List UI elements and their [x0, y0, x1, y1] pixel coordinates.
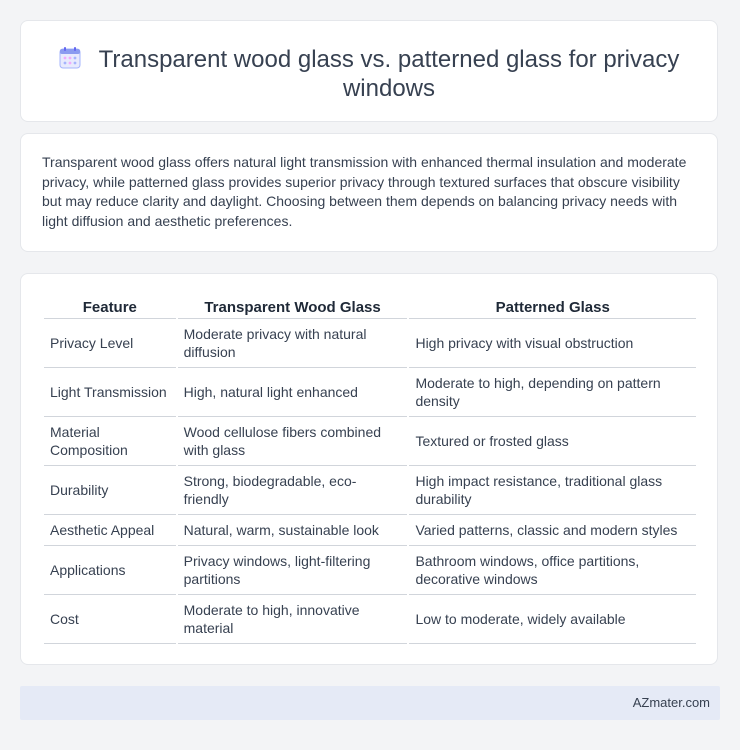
row-wood-value: Natural, warm, sustainable look: [178, 515, 408, 546]
row-patterned-value: High impact resistance, traditional glass durability: [409, 466, 696, 515]
row-feature: Material Composition: [44, 417, 176, 466]
table-row: [44, 515, 696, 546]
row-patterned-value: Varied patterns, classic and modern styles: [409, 515, 696, 546]
row-wood-value: Wood cellulose fibers combined with glass: [178, 417, 408, 466]
row-feature: Cost: [44, 595, 176, 644]
row-wood-value: Strong, biodegradable, eco-friendly: [178, 466, 408, 515]
page-title: Transparent wood glass vs. patterned glass for privacy windows: [98, 46, 680, 102]
row-feature: Light Transmission: [44, 368, 176, 417]
table-row: [44, 595, 696, 644]
table-row: [44, 319, 696, 368]
table-row: [44, 546, 696, 595]
row-patterned-value: Textured or frosted glass: [409, 417, 696, 466]
footer-bar: [20, 686, 720, 720]
table-row: [44, 417, 696, 466]
row-wood-value: Moderate privacy with natural diffusion: [178, 319, 408, 368]
row-feature: Privacy Level: [44, 319, 176, 368]
table-row: [44, 466, 696, 515]
table-header-row: [44, 296, 696, 319]
row-patterned-value: Low to moderate, widely available: [409, 595, 696, 644]
header-patterned-glass: Patterned Glass: [409, 296, 696, 319]
header-feature: Feature: [44, 296, 176, 319]
footer-brand: AZmater.com: [632, 695, 710, 710]
row-feature: Applications: [44, 546, 176, 595]
table-row: [44, 368, 696, 417]
row-patterned-value: Moderate to high, depending on pattern density: [409, 368, 696, 417]
row-wood-value: Privacy windows, light-filtering partitions: [178, 546, 408, 595]
row-wood-value: Moderate to high, innovative material: [178, 595, 408, 644]
comparison-card: [20, 273, 718, 665]
row-feature: Aesthetic Appeal: [44, 515, 176, 546]
summary-card: [20, 133, 718, 252]
header-transparent-wood-glass: Transparent Wood Glass: [178, 296, 408, 319]
row-feature: Durability: [44, 466, 176, 515]
title-card: [20, 20, 718, 122]
comparison-table: [42, 296, 698, 644]
row-patterned-value: High privacy with visual obstruction: [409, 319, 696, 368]
row-wood-value: High, natural light enhanced: [178, 368, 408, 417]
summary-paragraph: Transparent wood glass offers natural light transmission with enhanced thermal insulation and moderate privacy, while patterned glass provides superior privacy through textured surfaces that obscure visibility but may reduce clarity and daylight. Choosing between them depends on balancing privacy needs with light diffusion and aesthetic preferences.: [42, 154, 687, 229]
row-patterned-value: Bathroom windows, office partitions, decorative windows: [409, 546, 696, 595]
